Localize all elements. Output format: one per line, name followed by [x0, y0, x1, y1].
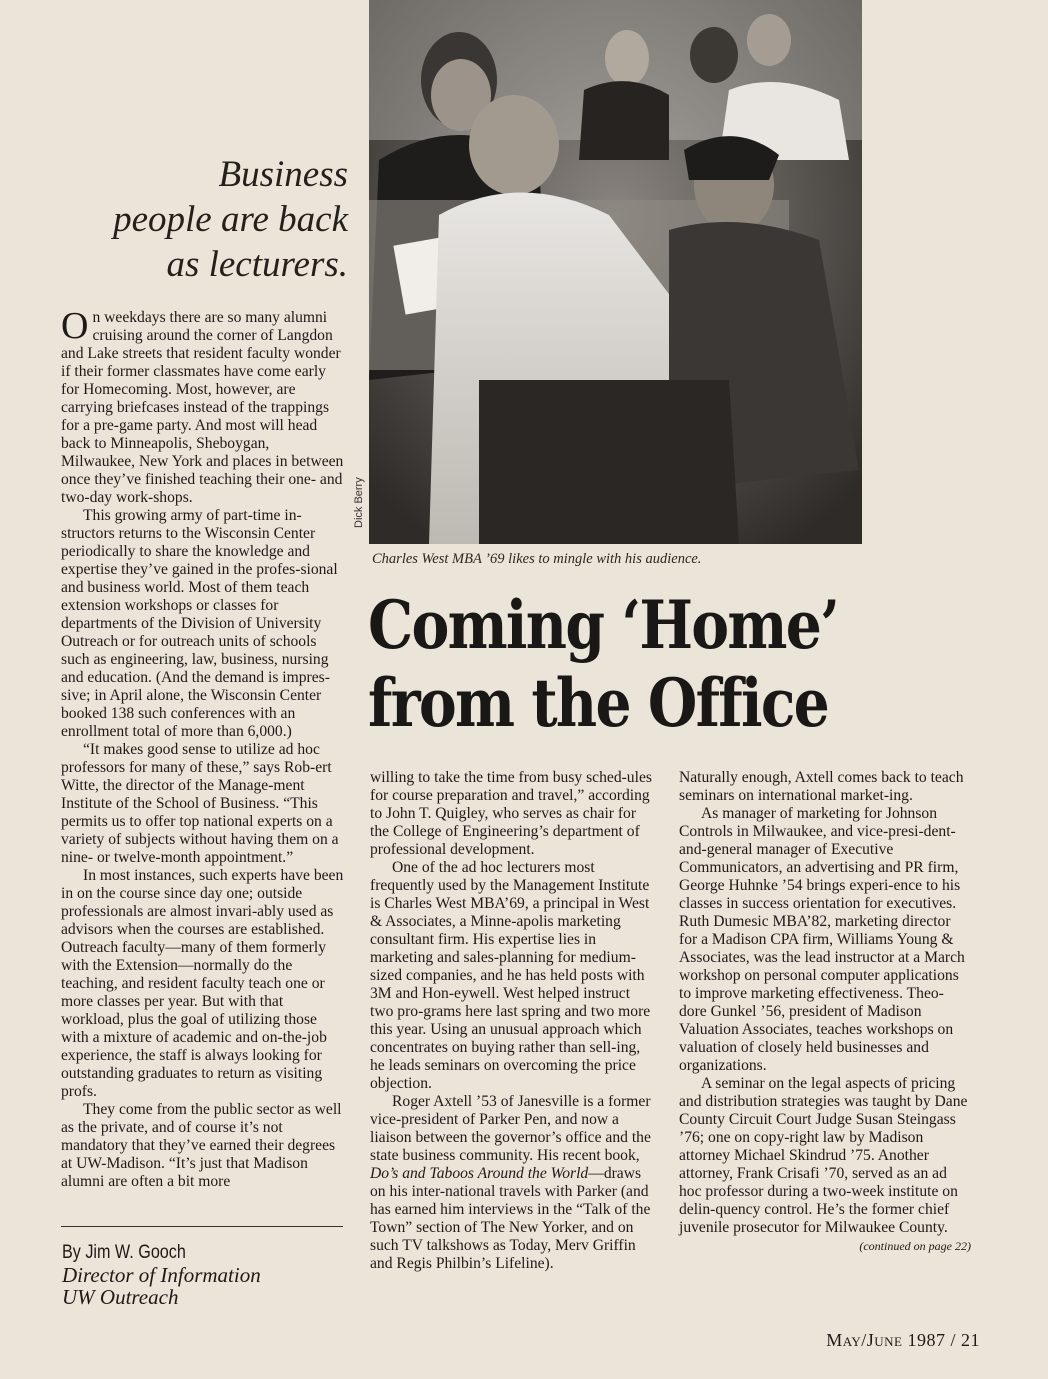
paragraph: On weekdays there are so many alumni cruising around the corner of Langdon and Lake streets that resident faculty wonder if their former classmates have come early for Homecoming. Most, however, are carrying briefcases instead of the trappings for a pre-game party. And most will head back to Minneapolis, Sheboygan, Milwaukee, New York and places in between once they’ve finished teaching their one- and two-day work-shops. [61, 305, 344, 506]
byline-name: By Jim W. Gooch [62, 1242, 186, 1263]
photo-credit: Dick Berry [353, 477, 365, 528]
paragraph: willing to take the time from busy sched-ules for course preparation and travel,” according to John T. Quigley, who serves as chair for the College of Engineering’s department of professional development. [370, 769, 652, 858]
column-1 [61, 305, 346, 1191]
paragraph: As manager of marketing for Johnson Controls in Milwaukee, and vice-presi-dent-and-general manager of Executive Communicators, an advertising and PR firm, George Huhnke ’54 brings experi-ence to his classes in success orientation for executives. Ruth Dumesic MBA’82, marketing director for a Madison CPA firm, Williams Young & Associates, was the lead instructor at a March workshop on personal computer applications to improve marketing effectiveness. Theo-dore Gunkel ’56, president of Madison Valuation Associates, teaches workshops on valuation of closely held businesses and organizations. [679, 805, 965, 1074]
headline-line: from the Office [368, 664, 829, 742]
headline [368, 586, 918, 742]
column-3 [679, 769, 969, 1255]
divider [61, 1226, 343, 1227]
paragraph: “It makes good sense to utilize ad hoc professors for many of these,” says Rob-ert Witte, the director of the Manage-ment Institute of the School of Business. “This permits us to offer top national experts on a variety of subjects without having them on a nine- or twelve-month appointment.” [61, 741, 339, 866]
paragraph: One of the ad hoc lecturers most frequently used by the Management Institute is Charles West MBA’69, a principal in West & Associates, a Minne-apolis marketing consultant firm. His expertise lies in marketing and sales-planning for medium-sized companies, and he has held posts with 3M and Hon-eywell. West helped instruct two pro-grams here last spring and two more this year. Using an unusual approach which concentrates on buying rather than sell-ing, he leads seminars on overcoming the price objection. [370, 859, 651, 1092]
photo-illustration [369, 0, 862, 544]
paragraph: A seminar on the legal aspects of pricing and distribution strategies was taught by Dane County Circuit Court Judge Susan Steingass ’76; one on copy-right law by Madison attorney Michael Skindrud ’75. Another attorney, Frank Crisafi ’70, served as an ad hoc professor during a two-week institute on delin-quency control. He’s the former chief juvenile prosecutor for Milwaukee County. (continued on page 22) [679, 1075, 971, 1253]
drop-cap: O [61, 305, 89, 347]
paragraph: Roger Axtell ’53 of Janesville is a former vice-president of Parker Pen, and now a liaison between the governor’s office and the state business community. His recent book, Do’s and Taboos Around the World—draws on his inter-national travels with Parker (and has earned him interviews in the “Talk of the Town” section of The New Yorker, and on such TV talkshows as Today, Merv Griffin and Regis Philbin’s Lifeline). [370, 1093, 651, 1272]
paragraph: This growing army of part-time in-structors returns to the Wisconsin Center periodically to share the knowledge and expertise they’ve gained in the profes-sional and business world. Most of them teach extension workshops or classes for departments of the Division of University Outreach or for outreach units of schools such as engineering, law, business, nursing and education. (And the demand is impres-sive; in April alone, the Wisconsin Center booked 138 such conferences with an enrollment total of more than 6,000.) [61, 507, 338, 740]
paragraph: Naturally enough, Axtell comes back to teach seminars on international market-ing. [679, 769, 964, 804]
photo-caption: Charles West MBA ’69 likes to mingle with his audience. [372, 551, 702, 567]
continued-note: (continued on page 22) [859, 1239, 971, 1253]
headline-line: Coming ‘Home’ [368, 586, 839, 664]
deck-line: as lecturers. [166, 244, 348, 285]
paragraph: In most instances, such experts have been in on the course since day one; outside professionals are almost invari-ably used as advisors when the courses are established. Outreach faculty—many of them formerly with the Extension—normally do the teaching, and resident faculty teach one or more classes per year. But with that workload, plus the goal of utilizing those with a mixture of academic and on-the-job experience, the staff is always looking for outstanding graduates to return as visiting profs. [61, 867, 344, 1100]
deck-line: people are back [113, 199, 348, 240]
page-footer: May/June 1987 / 21 [826, 1330, 980, 1350]
deck-line: Business [218, 154, 348, 195]
byline-title: UW Outreach [62, 1285, 179, 1309]
article-photo [369, 0, 862, 544]
column-2 [370, 769, 655, 1273]
byline [62, 1241, 347, 1308]
article-deck [60, 152, 348, 287]
byline-title: Director of Information [62, 1263, 261, 1287]
paragraph: They come from the public sector as well as the private, and of course it’s not mandatory that they’ve earned their degrees at UW-Madison. “It’s just that Madison alumni are often a bit more [61, 1101, 342, 1190]
book-title: Do’s and Taboos Around the World [370, 1165, 589, 1182]
